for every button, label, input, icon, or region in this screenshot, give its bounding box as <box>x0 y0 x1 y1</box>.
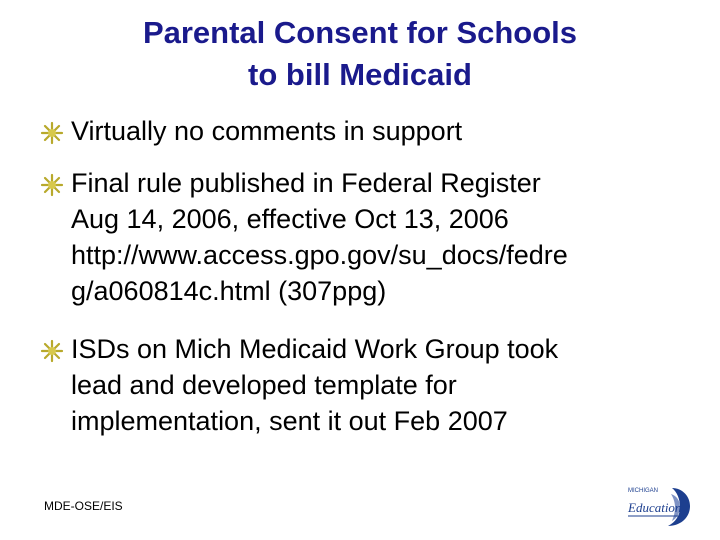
logo-main-text: Education <box>628 500 682 515</box>
bullet-text-line: Aug 14, 2006, effective Oct 13, 2006 <box>71 204 509 234</box>
title-line: to bill Medicaid <box>248 57 472 92</box>
bullet-text-line: lead and developed template for <box>71 370 457 400</box>
url-link[interactable]: http://www.access.gpo.gov/su_docs/fedre <box>71 240 568 270</box>
bullet-list <box>38 113 708 439</box>
bullet-text-line: Virtually no comments in support <box>71 116 463 146</box>
logo-top-text: MICHIGAN <box>628 488 658 494</box>
footer-label: MDE-OSE/EIS <box>44 499 123 513</box>
bullet-item <box>38 113 708 149</box>
url-link-continued[interactable]: g/a060814c.html (307ppg) <box>71 276 387 306</box>
bullet-text-line: implementation, sent it out Feb 2007 <box>71 406 508 436</box>
starburst-bullet-icon <box>40 339 64 363</box>
title-line: Parental Consent for Schools <box>142 15 578 50</box>
michigan-education-logo <box>624 478 696 534</box>
bullet-text-line: ISDs on Mich Medicaid Work Group took <box>71 334 559 364</box>
bullet-item <box>38 165 708 309</box>
starburst-bullet-icon <box>40 173 64 197</box>
bullet-text-line: Final rule published in Federal Register <box>71 168 541 198</box>
slide-title <box>0 12 720 96</box>
starburst-bullet-icon <box>40 121 64 145</box>
bullet-item <box>38 331 708 439</box>
